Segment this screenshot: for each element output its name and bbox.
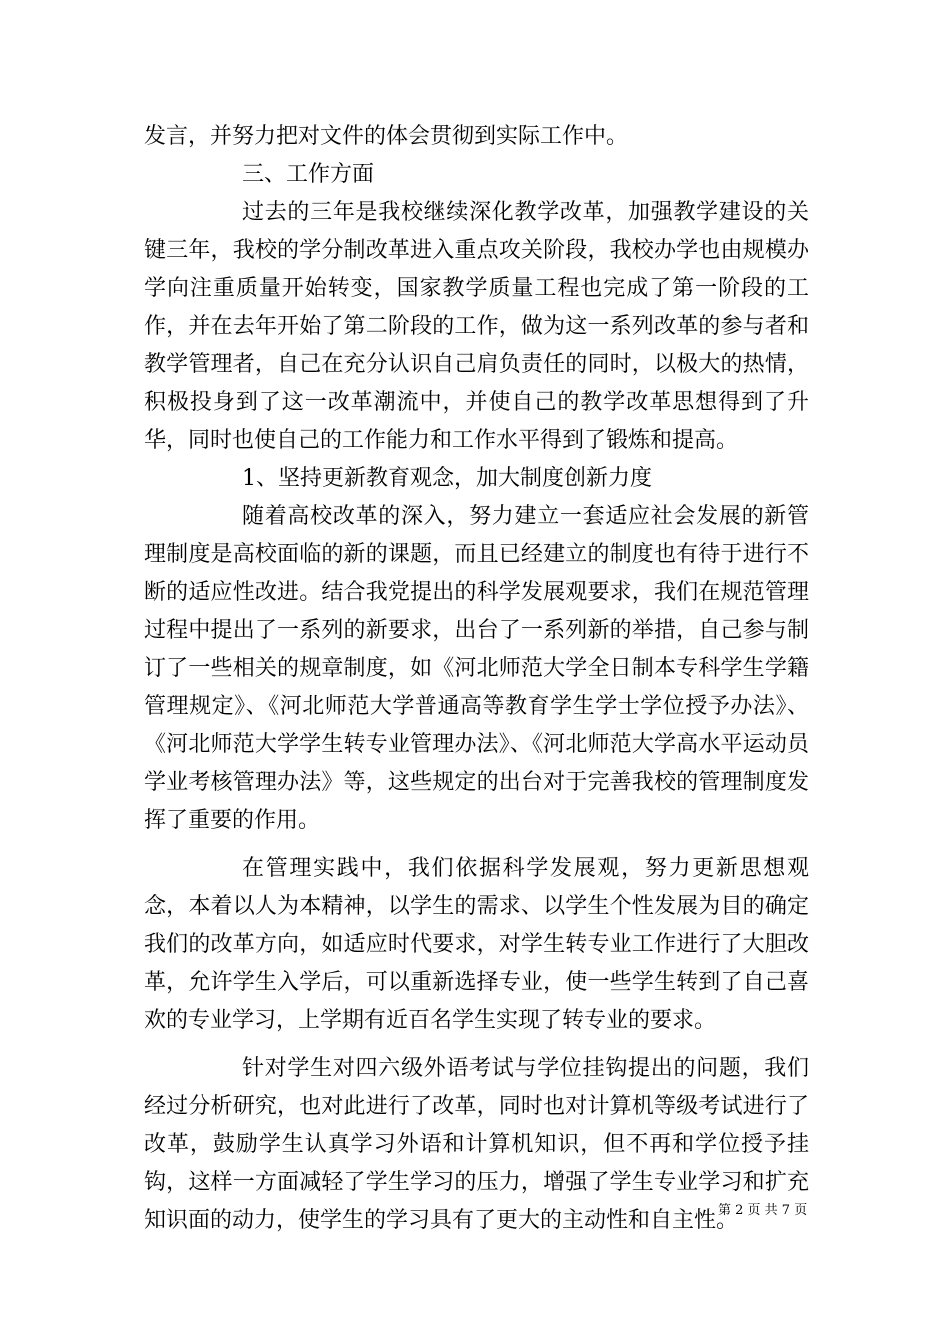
document-body — [144, 118, 809, 1240]
subsection-heading: 1、坚持更新教育观念，加大制度创新力度 — [242, 466, 652, 491]
paragraph-continuation: 发言，并努力把对文件的体会贯彻到实际工作中。 — [144, 124, 629, 149]
section-heading: 三、工作方面 — [242, 162, 375, 187]
paragraph: 在管理实践中，我们依据科学发展观，努力更新思想观念，本着以人为本精神，以学生的需求、以学生个性发展为目的确定我们的改革方向，如适应时代要求，对学生转专业工作进行了大胆改革，允许学生入学后，可以重新选择专业，使一些学生转到了自己喜欢的专业学习，上学期有近百名学生实现了转专业的要求。 — [144, 856, 809, 1033]
paragraph: 随着高校改革的深入，努力建立一套适应社会发展的新管理制度是高校面临的新的课题，而且已经建立的制度也有待于进行不断的适应性改进。结合我党提出的科学发展观要求，我们在规范管理过程中提出了一系列的新要求，出台了一系列新的举措，自己参与制订了一些相关的规章制度，如《河北师范大学全日制本专科学生学籍管理规定》、《河北师范大学普通高等教育学生学士学位授予办法》、《河北师范大学学生转专业管理办法》、《河北师范大学高水平运动员学业考核管理办法》等，这些规定的出台对于完善我校的管理制度发挥了重要的作用。 — [144, 504, 809, 833]
page-number: 第 2 页 共 7 页 — [718, 1203, 808, 1218]
paragraph: 针对学生对四六级外语考试与学位挂钩提出的问题，我们经过分析研究，也对此进行了改革，同时也对计算机等级考试进行了改革，鼓励学生认真学习外语和计算机知识，但不再和学位授予挂钩，这样一方面减轻了学生学习的压力，增强了学生专业学习和扩充知识面的动力，使学生的学习具有了更大的主动性和自主性。 — [144, 1056, 809, 1233]
paragraph: 过去的三年是我校继续深化教学改革，加强教学建设的关键三年，我校的学分制改革进入重点攻关阶段，我校办学也由规模办学向注重质量开始转变，国家教学质量工程也完成了第一阶段的工作，并在去年开始了第二阶段的工作，做为这一系列改革的参与者和教学管理者，自己在充分认识自己肩负责任的同时，以极大的热情，积极投身到了这一改革潮流中，并使自己的教学改革思想得到了升华，同时也使自己的工作能力和工作水平得到了锻炼和提高。 — [144, 200, 809, 453]
